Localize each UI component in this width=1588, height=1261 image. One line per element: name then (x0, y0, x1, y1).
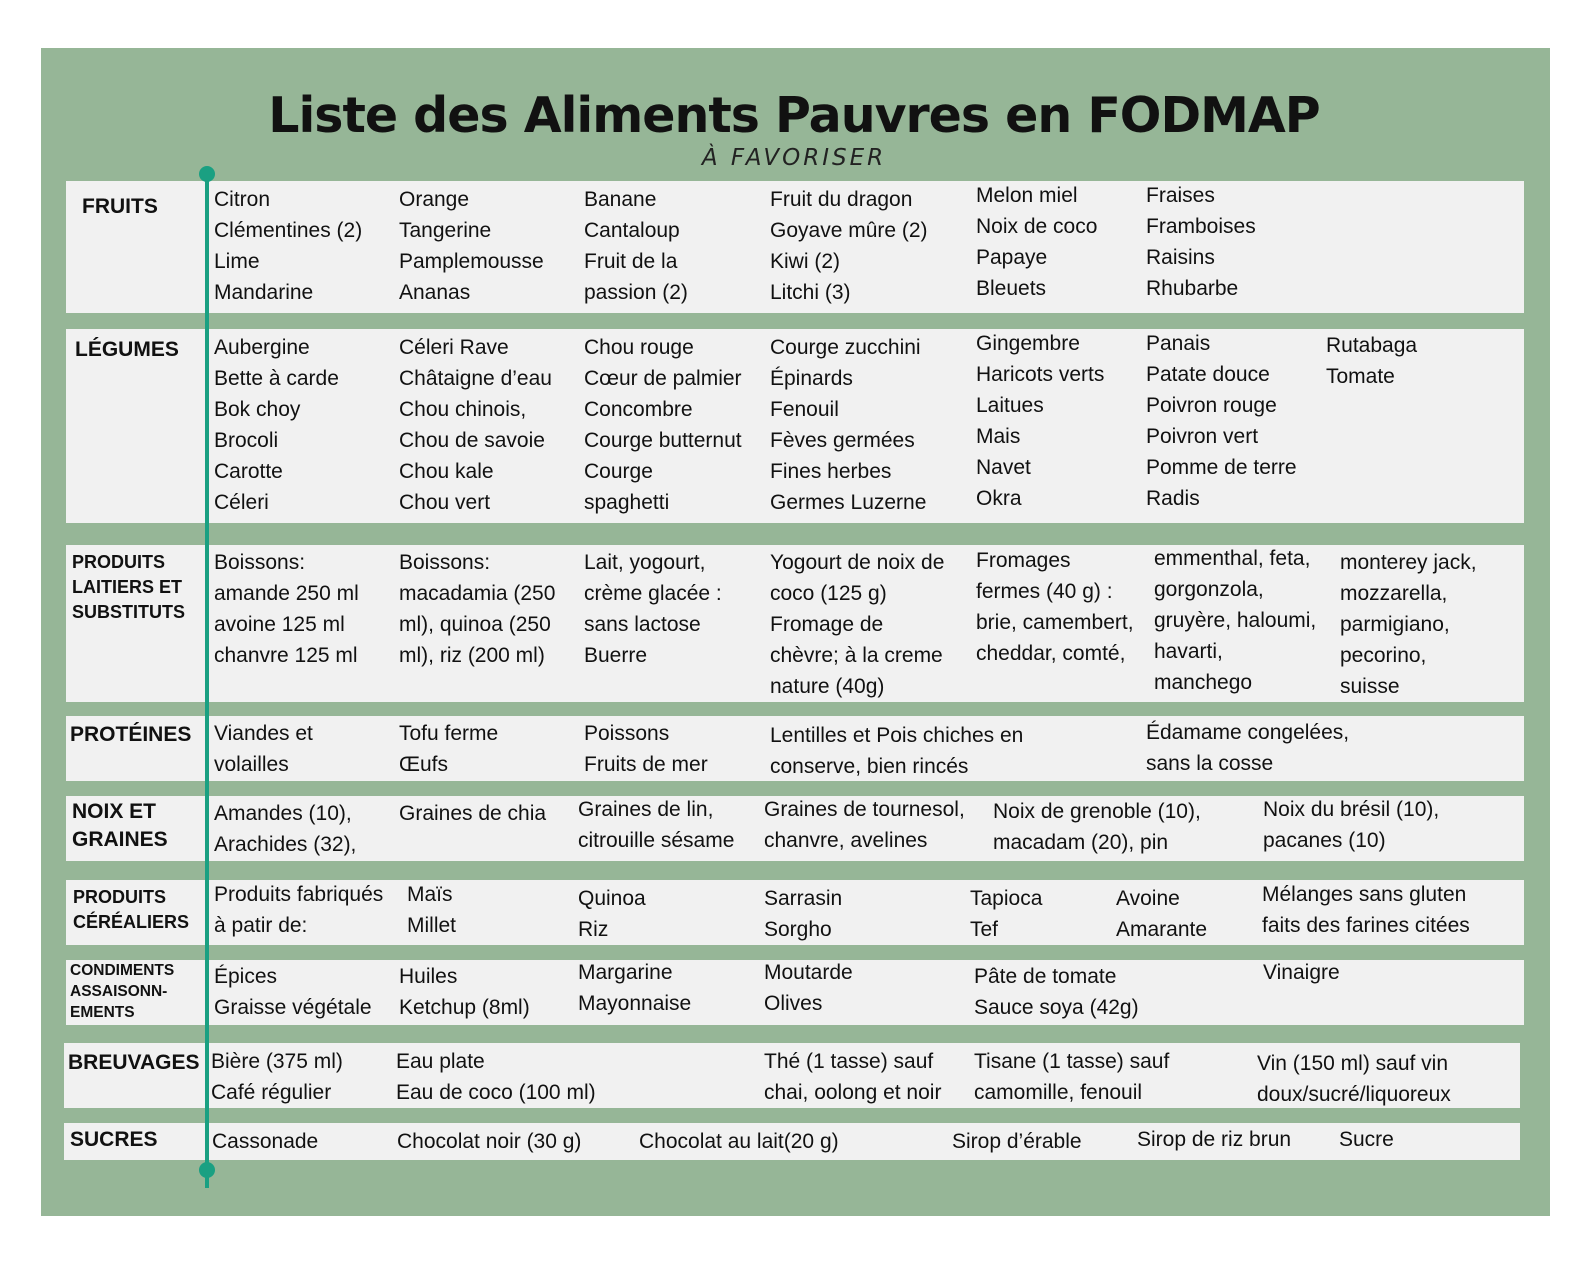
food-item: Cassonade (212, 1130, 319, 1153)
food-item: Fines herbes (770, 460, 892, 483)
food-column (397, 1126, 581, 1157)
food-item: Fruit du dragon (770, 188, 913, 211)
food-item: Riz (578, 918, 609, 941)
food-column (1326, 330, 1417, 392)
food-item: nature (40g) (770, 675, 885, 698)
food-column (993, 796, 1201, 858)
food-item: cheddar, comté, (976, 642, 1126, 665)
food-column (214, 547, 359, 671)
food-item: Moutarde (764, 961, 853, 984)
food-column (1339, 1124, 1394, 1155)
food-item: brie, camembert, (976, 611, 1134, 634)
food-item: Germes Luzerne (770, 491, 927, 514)
food-item: Céleri (214, 491, 269, 514)
food-item: Vin (150 ml) sauf vin (1257, 1052, 1449, 1075)
food-item: Courge zucchini (770, 336, 921, 359)
food-item: macadam (20), pin (993, 831, 1169, 854)
food-item: gruyère, haloumi, (1154, 609, 1317, 632)
row-breuvages (64, 1043, 1520, 1108)
food-column (212, 1126, 318, 1157)
food-item: Noix de coco (976, 215, 1098, 238)
food-item: Mandarine (214, 281, 314, 304)
food-item: chanvre 125 ml (214, 644, 358, 667)
food-column (1263, 794, 1439, 856)
row-cereales (66, 880, 1524, 945)
food-item: Graines de lin, (578, 798, 714, 821)
timeline-line (205, 174, 209, 1188)
food-item: Bette à carde (214, 367, 339, 390)
food-item: Goyave mûre (2) (770, 219, 928, 242)
food-column (1146, 180, 1256, 304)
food-item: macadamia (250 (399, 582, 556, 605)
food-item: Mélanges sans gluten (1262, 883, 1467, 906)
row-label: PRODUITS CÉRÉALIERS (73, 887, 190, 932)
food-item: avoine 125 ml (214, 613, 345, 636)
food-column (764, 1046, 941, 1108)
food-column (1340, 547, 1477, 702)
food-item: Eau plate (396, 1050, 485, 1073)
food-item: Yogourt de noix de (770, 551, 945, 574)
food-item: Laitues (976, 394, 1044, 417)
food-item: Châtaigne d’eau (399, 367, 552, 390)
food-item: Boissons: (214, 551, 306, 574)
food-item: parmigiano, (1340, 613, 1450, 636)
food-item: Édamame congelées, (1146, 721, 1350, 744)
food-item: Thé (1 tasse) sauf (764, 1050, 934, 1073)
food-column (770, 720, 1023, 782)
page-title: Liste des Aliments Pauvres en FODMAP (268, 87, 1320, 144)
food-item: à patir de: (214, 914, 308, 937)
food-item: Fèves germées (770, 429, 915, 452)
food-item: fermes (40 g) : (976, 580, 1113, 603)
food-item: Bleuets (976, 277, 1047, 300)
food-item: Graisse végétale (214, 996, 372, 1019)
food-item: Sucre (1339, 1128, 1394, 1151)
food-item: Vinaigre (1263, 961, 1340, 984)
food-item: conserve, bien rincés (770, 755, 969, 778)
food-item: Boissons: (399, 551, 491, 574)
row-proteines (66, 716, 1524, 781)
food-column (974, 961, 1139, 1023)
food-item: Pamplemousse (399, 250, 544, 273)
food-item: sans la cosse (1146, 752, 1274, 775)
food-column (584, 184, 688, 308)
food-column (214, 961, 372, 1023)
row-legumes (66, 329, 1524, 523)
food-item: doux/sucré/liquoreux (1257, 1083, 1451, 1106)
food-item: Ketchup (8ml) (399, 996, 530, 1019)
food-column (770, 547, 944, 702)
food-column (578, 957, 691, 1019)
food-item: Sirop de riz brun (1137, 1128, 1292, 1151)
food-item: Melon miel (976, 184, 1078, 207)
food-item: Amandes (10), (214, 802, 352, 825)
food-item: camomille, fenouil (974, 1081, 1143, 1104)
food-item: Café régulier (211, 1081, 332, 1104)
food-item: Citron (214, 188, 271, 211)
food-item: emmenthal, feta, (1154, 547, 1311, 570)
food-item: Bière (375 ml) (211, 1050, 343, 1073)
food-item: mozzarella, (1340, 582, 1448, 605)
food-item: Papaye (976, 246, 1048, 269)
food-column (399, 961, 530, 1023)
food-column (399, 798, 546, 829)
food-item: ml), quinoa (250 (399, 613, 551, 636)
food-item: coco (125 g) (770, 582, 887, 605)
food-item: Margarine (578, 961, 673, 984)
food-item: Chocolat au lait(20 g) (639, 1130, 839, 1153)
food-item: ml), riz (200 ml) (399, 644, 545, 667)
food-item: Sauce soya (42g) (974, 996, 1139, 1019)
food-item: Concombre (584, 398, 693, 421)
food-item: Sarrasin (764, 887, 843, 910)
food-column (584, 332, 742, 518)
food-column (407, 879, 456, 941)
food-column (1154, 543, 1316, 698)
food-item: Huiles (399, 965, 458, 988)
food-column (764, 957, 853, 1019)
food-column (214, 718, 313, 780)
food-item: Ananas (399, 281, 471, 304)
food-item: Tangerine (399, 219, 492, 242)
food-item: sans lactose (584, 613, 701, 636)
food-item: Mayonnaise (578, 992, 692, 1015)
food-column (584, 547, 722, 671)
row-fruits (66, 181, 1524, 313)
food-item: spaghetti (584, 491, 670, 514)
food-column (770, 184, 928, 308)
food-item: Sorgho (764, 918, 832, 941)
food-column (1257, 1048, 1451, 1110)
food-item: Buerre (584, 644, 648, 667)
food-item: chanvre, avelines (764, 829, 928, 852)
food-item: Quinoa (578, 887, 646, 910)
food-item: suisse (1340, 675, 1400, 698)
food-item: Brocoli (214, 429, 279, 452)
food-column (764, 794, 965, 856)
row-label: LÉGUMES (75, 338, 179, 361)
row-condiments (66, 960, 1524, 1025)
row-sucres (64, 1123, 1520, 1160)
food-item: Orange (399, 188, 470, 211)
food-column (974, 1046, 1169, 1108)
food-item: Rhubarbe (1146, 277, 1239, 300)
food-column (399, 184, 544, 308)
food-item: Tomate (1326, 365, 1395, 388)
food-column (578, 883, 646, 945)
food-item: Millet (407, 914, 457, 937)
food-item: Chou kale (399, 460, 494, 483)
food-column (764, 883, 842, 945)
food-item: Fromage de (770, 613, 884, 636)
food-item: Olives (764, 992, 823, 1015)
food-item: Poissons (584, 722, 670, 745)
food-column (214, 879, 383, 941)
food-item: Gingembre (976, 332, 1080, 355)
food-item: Maïs (407, 883, 453, 906)
food-column (578, 794, 734, 856)
food-column (952, 1126, 1082, 1157)
food-item: Kiwi (2) (770, 250, 841, 273)
row-label: PROTÉINES (70, 723, 192, 746)
food-column (399, 547, 555, 671)
food-item: Œufs (399, 753, 449, 776)
food-item: Chocolat noir (30 g) (397, 1130, 582, 1153)
food-item: Fruits de mer (584, 753, 708, 776)
food-column (976, 180, 1097, 304)
food-item: Pâte de tomate (974, 965, 1117, 988)
food-column (211, 1046, 343, 1108)
food-item: amande 250 ml (214, 582, 359, 605)
food-item: Tapioca (970, 887, 1043, 910)
food-item: Banane (584, 188, 657, 211)
food-item: Okra (976, 487, 1022, 510)
food-column (1146, 328, 1297, 514)
food-item: Cœur de palmier (584, 367, 742, 390)
food-item: havarti, (1154, 640, 1223, 663)
food-item: Lentilles et Pois chiches en (770, 724, 1024, 747)
food-item: Patate douce (1146, 363, 1270, 386)
food-item: Avoine (1116, 887, 1180, 910)
food-item: Haricots verts (976, 363, 1105, 386)
food-column (214, 798, 356, 860)
food-item: Arachides (32), (214, 833, 357, 856)
food-item: crème glacée : (584, 582, 722, 605)
food-item: Fromages (976, 549, 1071, 572)
food-item: Poivron rouge (1146, 394, 1277, 417)
row-label: BREUVAGES (68, 1051, 200, 1074)
food-item: Framboises (1146, 215, 1256, 238)
food-item: Chou chinois, (399, 398, 527, 421)
food-item: Chou de savoie (399, 429, 545, 452)
food-column (1262, 879, 1470, 941)
food-item: Fraises (1146, 184, 1215, 207)
food-column (1263, 957, 1340, 988)
food-item: Chou rouge (584, 336, 694, 359)
food-column (214, 332, 339, 518)
food-item: pacanes (10) (1263, 829, 1386, 852)
food-column (970, 883, 1042, 945)
food-item: Sirop d’érable (952, 1130, 1082, 1153)
food-item: Fruit de la (584, 250, 678, 273)
food-item: Fenouil (770, 398, 839, 421)
food-item: Bok choy (214, 398, 301, 421)
food-item: faits des farines citées (1262, 914, 1470, 937)
food-item: Amarante (1116, 918, 1208, 941)
food-item: Eau de coco (100 ml) (396, 1081, 596, 1104)
food-column (399, 718, 498, 780)
food-item: manchego (1154, 671, 1253, 694)
food-item: Lime (214, 250, 260, 273)
row-laitiers (66, 545, 1524, 702)
food-column (1116, 883, 1207, 945)
food-item: chèvre; à la creme (770, 644, 943, 667)
food-item: Aubergine (214, 336, 310, 359)
food-item: Rutabaga (1326, 334, 1418, 357)
page-subtitle: À FAVORISER (701, 145, 887, 171)
food-column (770, 332, 926, 518)
food-item: pecorino, (1340, 644, 1427, 667)
row-label: CONDIMENTS ASSAISONN- EMENTS (70, 962, 175, 1021)
food-column (976, 545, 1134, 669)
food-item: passion (2) (584, 281, 688, 304)
timeline-dot-top (199, 166, 215, 182)
timeline-dot-bottom (199, 1162, 215, 1178)
row-noix (66, 796, 1524, 861)
food-column (584, 718, 708, 780)
food-column (639, 1126, 839, 1157)
food-column (214, 184, 362, 308)
food-column (1146, 717, 1349, 779)
food-item: Tisane (1 tasse) sauf (974, 1050, 1170, 1073)
food-item: Panais (1146, 332, 1211, 355)
food-item: Carotte (214, 460, 283, 483)
food-item: Lait, yogourt, (584, 551, 706, 574)
food-item: Raisins (1146, 246, 1215, 269)
food-column (396, 1046, 596, 1108)
food-item: Graines de tournesol, (764, 798, 965, 821)
food-item: Clémentines (2) (214, 219, 363, 242)
food-item: Courge (584, 460, 653, 483)
food-item: Noix de grenoble (10), (993, 800, 1201, 823)
food-item: Graines de chia (399, 802, 547, 825)
food-item: Mais (976, 425, 1021, 448)
food-item: Céleri Rave (399, 336, 509, 359)
food-item: Poivron vert (1146, 425, 1259, 448)
food-item: Radis (1146, 487, 1200, 510)
food-item: Pomme de terre (1146, 456, 1297, 479)
food-item: Litchi (3) (770, 281, 851, 304)
food-item: Cantaloup (584, 219, 680, 242)
food-column (976, 328, 1104, 514)
row-label: FRUITS (82, 195, 158, 218)
row-label: PRODUITS LAITIERS ET SUBSTITUTS (72, 552, 186, 622)
food-item: citrouille sésame (578, 829, 735, 852)
food-column (399, 332, 552, 518)
food-item: Noix du brésil (10), (1263, 798, 1440, 821)
food-item: Courge butternut (584, 429, 742, 452)
food-column (1137, 1124, 1291, 1155)
food-item: monterey jack, (1340, 551, 1477, 574)
food-item: Chou vert (399, 491, 491, 514)
food-item: volailles (214, 753, 289, 776)
food-item: Épinards (770, 367, 853, 390)
food-item: Épices (214, 965, 278, 988)
row-label: SUCRES (70, 1128, 158, 1151)
food-item: Tef (970, 918, 999, 941)
food-item: Tofu ferme (399, 722, 499, 745)
food-item: gorgonzola, (1154, 578, 1264, 601)
food-item: Viandes et (214, 722, 313, 745)
food-item: Produits fabriqués (214, 883, 384, 906)
food-item: Navet (976, 456, 1031, 479)
row-label: NOIX ET GRAINES (72, 800, 168, 851)
food-item: chai, oolong et noir (764, 1081, 942, 1104)
